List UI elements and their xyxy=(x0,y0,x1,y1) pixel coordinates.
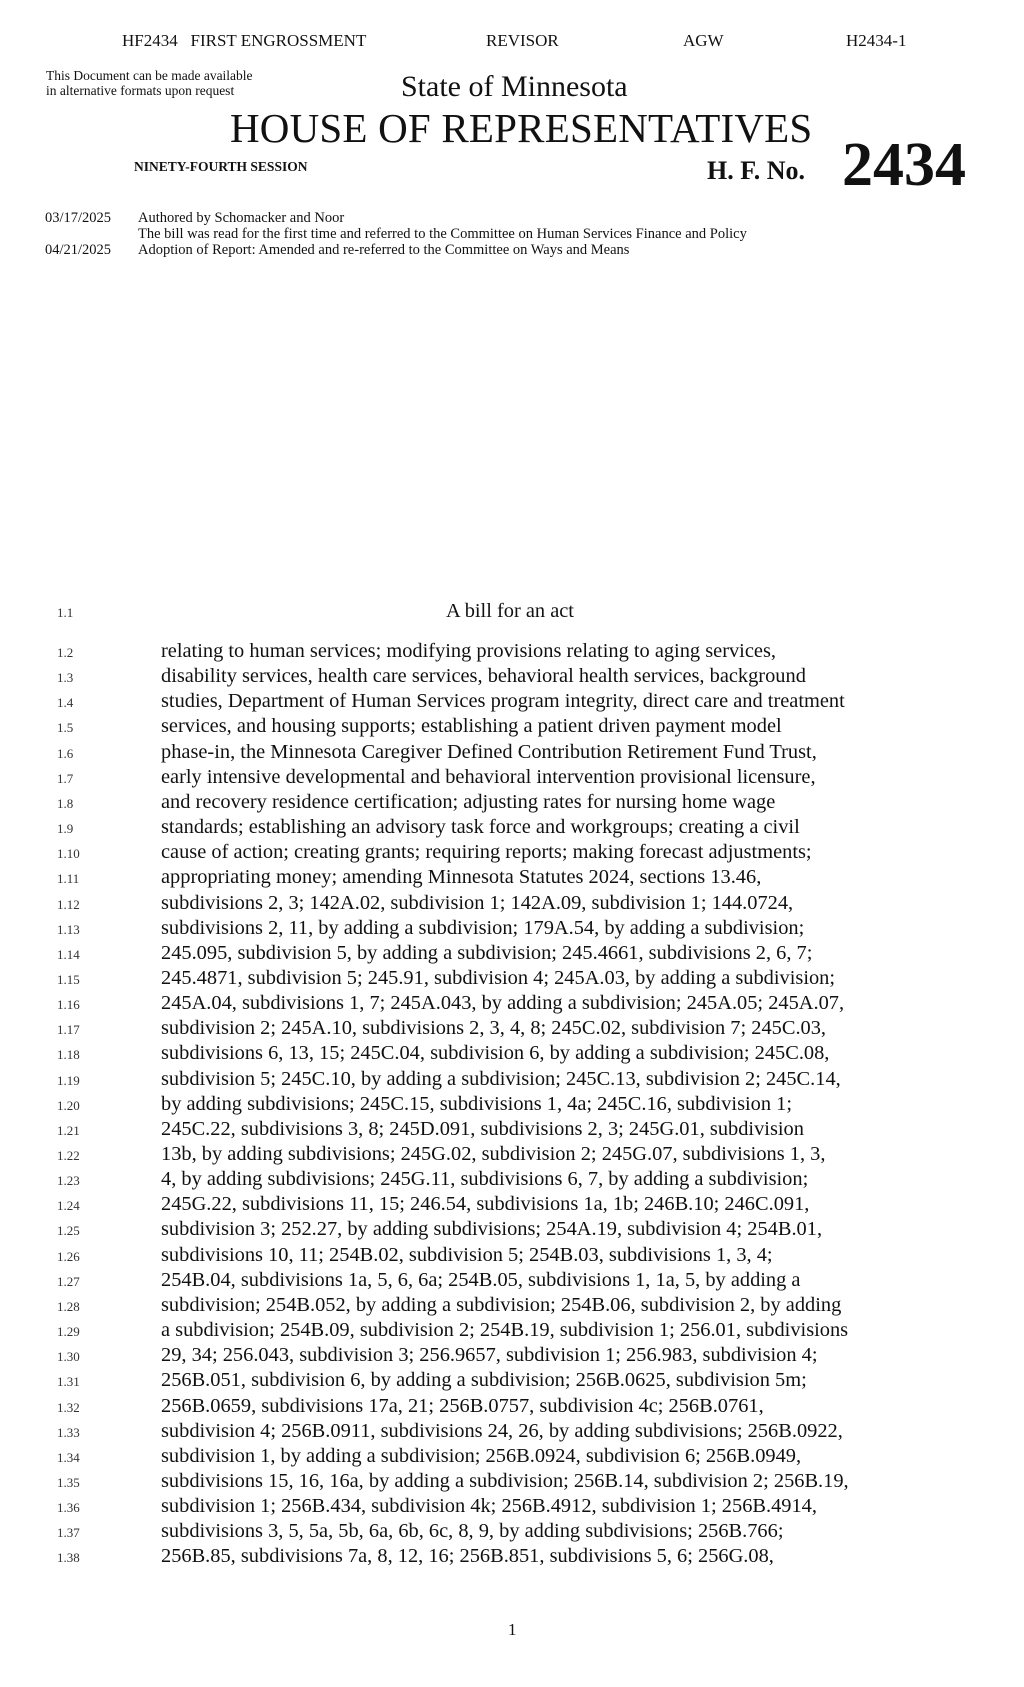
line-number: 1.26 xyxy=(57,1249,80,1264)
header-office: REVISOR xyxy=(486,31,559,50)
line-text: appropriating money; amending Minnesota Statutes 2024, sections 13.46, xyxy=(161,866,762,888)
line-number: 1.31 xyxy=(57,1374,80,1389)
line-number: 1.13 xyxy=(57,922,80,937)
line-text: 245A.04, subdivisions 1, 7; 245A.043, by adding a subdivision; 245A.05; 245A.07, xyxy=(161,992,845,1014)
line-number: 1.24 xyxy=(57,1198,80,1213)
line-text: 245.4871, subdivision 5; 245.91, subdivision 4; 245A.03, by adding a subdivision; xyxy=(161,967,836,989)
line-text: subdivision 1, by adding a subdivision; 256B.0924, subdivision 6; 256B.0949, xyxy=(161,1445,802,1467)
line-number: 1.16 xyxy=(57,997,80,1012)
line-number: 1.33 xyxy=(57,1425,80,1440)
line-text: early intensive developmental and behavioral intervention provisional licensure, xyxy=(161,766,816,788)
line-number: 1.9 xyxy=(57,821,74,836)
line-number: 1.10 xyxy=(57,846,80,861)
line-number: 1.22 xyxy=(57,1148,80,1163)
header-bill-id: HF2434 FIRST ENGROSSMENT xyxy=(122,31,367,50)
line-number: 1.17 xyxy=(57,1022,80,1037)
line-number: 1.30 xyxy=(57,1349,80,1364)
state-title: State of Minnesota xyxy=(401,70,628,103)
line-number: 1.7 xyxy=(57,771,74,786)
line-text: a subdivision; 254B.09, subdivision 2; 254B.19, subdivision 1; 256.01, subdivisions xyxy=(161,1319,849,1341)
line-number: 1.28 xyxy=(57,1299,80,1314)
line-text: 254B.04, subdivisions 1a, 5, 6, 6a; 254B.05, subdivisions 1, 1a, 5, by adding a xyxy=(161,1269,801,1291)
hf-label: H. F. No. xyxy=(707,156,805,185)
line-text: 29, 34; 256.043, subdivision 3; 256.9657, subdivision 1; 256.983, subdivision 4; xyxy=(161,1344,818,1366)
line-number: 1.38 xyxy=(57,1550,80,1565)
line-number: 1.3 xyxy=(57,670,74,685)
action-text: Authored by Schomacker and Noor xyxy=(138,210,345,226)
line-number: 1.35 xyxy=(57,1475,80,1490)
line-text: services, and housing supports; establishing a patient driven payment model xyxy=(161,715,782,737)
header-initials: AGW xyxy=(683,31,724,50)
line-text: subdivision; 254B.052, by adding a subdivision; 254B.06, subdivision 2, by adding xyxy=(161,1294,842,1316)
line-number: 1.12 xyxy=(57,897,80,912)
line-text: 245C.22, subdivisions 3, 8; 245D.091, subdivisions 2, 3; 245G.01, subdivision xyxy=(161,1118,804,1140)
line-number: 1.25 xyxy=(57,1223,80,1238)
availability-notice-line-1: This Document can be made available xyxy=(46,68,253,83)
line-number: 1.34 xyxy=(57,1450,80,1465)
line-text: phase-in, the Minnesota Caregiver Defined Contribution Retirement Fund Trust, xyxy=(161,741,817,763)
line-number: 1.5 xyxy=(57,720,74,735)
bill-for-an-act: A bill for an act xyxy=(446,600,574,622)
line-number: 1.23 xyxy=(57,1173,80,1188)
line-text: 245G.22, subdivisions 11, 15; 246.54, subdivisions 1a, 1b; 246B.10; 246C.091, xyxy=(161,1193,810,1215)
line-number: 1.32 xyxy=(57,1400,80,1415)
line-text: subdivision 2; 245A.10, subdivisions 2, 3, 4, 8; 245C.02, subdivision 7; 245C.03, xyxy=(161,1017,827,1039)
page-number: 1 xyxy=(508,1620,517,1639)
line-number: 1.27 xyxy=(57,1274,80,1289)
chamber-title: HOUSE OF REPRESENTATIVES xyxy=(230,105,813,151)
line-text: relating to human services; modifying provisions relating to aging services, xyxy=(161,640,776,662)
line-text: subdivisions 2, 11, by adding a subdivision; 179A.54, by adding a subdivision; xyxy=(161,917,805,939)
line-text: 256B.85, subdivisions 7a, 8, 12, 16; 256B.851, subdivisions 5, 6; 256G.08, xyxy=(161,1545,774,1567)
line-text: 256B.0659, subdivisions 17a, 21; 256B.0757, subdivision 4c; 256B.0761, xyxy=(161,1395,764,1417)
line-text: cause of action; creating grants; requiring reports; making forecast adjustments; xyxy=(161,841,812,863)
action-text: The bill was read for the first time and referred to the Committee on Human Services Finance and Policy xyxy=(138,226,747,242)
session-label: NINETY-FOURTH SESSION xyxy=(134,159,308,174)
line-text: subdivision 1; 256B.434, subdivision 4k; 256B.4912, subdivision 1; 256B.4914, xyxy=(161,1495,817,1517)
bill-number: 2434 xyxy=(842,131,966,199)
line-number: 1.6 xyxy=(57,746,74,761)
line-number: 1.8 xyxy=(57,796,74,811)
action-date: 04/21/2025 xyxy=(45,242,112,258)
line-text: subdivisions 2, 3; 142A.02, subdivision 1; 142A.09, subdivision 1; 144.0724, xyxy=(161,892,794,914)
line-number: 1.14 xyxy=(57,947,80,962)
line-text: 256B.051, subdivision 6, by adding a subdivision; 256B.0625, subdivision 5m; xyxy=(161,1369,807,1391)
line-number: 1.1 xyxy=(57,605,74,620)
line-number: 1.4 xyxy=(57,695,74,710)
line-number: 1.37 xyxy=(57,1525,80,1540)
line-text: subdivisions 6, 13, 15; 245C.04, subdivision 6, by adding a subdivision; 245C.08, xyxy=(161,1042,830,1064)
line-text: studies, Department of Human Services program integrity, direct care and treatment xyxy=(161,690,845,712)
line-number: 1.29 xyxy=(57,1324,80,1339)
line-number: 1.2 xyxy=(57,645,74,660)
line-text: disability services, health care services, behavioral health services, background xyxy=(161,665,806,687)
availability-notice-line-2: in alternative formats upon request xyxy=(46,83,235,98)
header-engrossment: FIRST ENGROSSMENT xyxy=(190,31,367,50)
action-date: 03/17/2025 xyxy=(45,210,112,226)
line-text: subdivision 4; 256B.0911, subdivisions 24, 26, by adding subdivisions; 256B.0922, xyxy=(161,1420,843,1442)
line-text: subdivisions 15, 16, 16a, by adding a subdivision; 256B.14, subdivision 2; 256B.19, xyxy=(161,1470,849,1492)
line-text: 4, by adding subdivisions; 245G.11, subdivisions 6, 7, by adding a subdivision; xyxy=(161,1168,809,1190)
line-number: 1.21 xyxy=(57,1123,80,1138)
line-text: 13b, by adding subdivisions; 245G.02, subdivision 2; 245G.07, subdivisions 1, 3, xyxy=(161,1143,826,1165)
line-text: by adding subdivisions; 245C.15, subdivisions 1, 4a; 245C.16, subdivision 1; xyxy=(161,1093,793,1115)
action-text: Adoption of Report: Amended and re-referred to the Committee on Ways and Means xyxy=(138,242,630,258)
line-number: 1.36 xyxy=(57,1500,80,1515)
line-number: 1.11 xyxy=(57,871,80,886)
line-number: 1.15 xyxy=(57,972,80,987)
header-doc-code: H2434-1 xyxy=(846,31,907,50)
line-text: subdivisions 3, 5, 5a, 5b, 6a, 6b, 6c, 8, 9, by adding subdivisions; 256B.766; xyxy=(161,1520,784,1542)
line-text: standards; establishing an advisory task force and workgroups; creating a civil xyxy=(161,816,800,838)
line-text: subdivisions 10, 11; 254B.02, subdivision 5; 254B.03, subdivisions 1, 3, 4; xyxy=(161,1244,773,1266)
line-text: subdivision 3; 252.27, by adding subdivisions; 254A.19, subdivision 4; 254B.01, xyxy=(161,1218,823,1240)
line-number: 1.19 xyxy=(57,1073,80,1088)
line-text: subdivision 5; 245C.10, by adding a subdivision; 245C.13, subdivision 2; 245C.14, xyxy=(161,1068,841,1090)
line-number: 1.20 xyxy=(57,1098,80,1113)
line-text: 245.095, subdivision 5, by adding a subdivision; 245.4661, subdivisions 2, 6, 7; xyxy=(161,942,813,964)
line-text: and recovery residence certification; adjusting rates for nursing home wage xyxy=(161,791,776,813)
line-number: 1.18 xyxy=(57,1047,80,1062)
